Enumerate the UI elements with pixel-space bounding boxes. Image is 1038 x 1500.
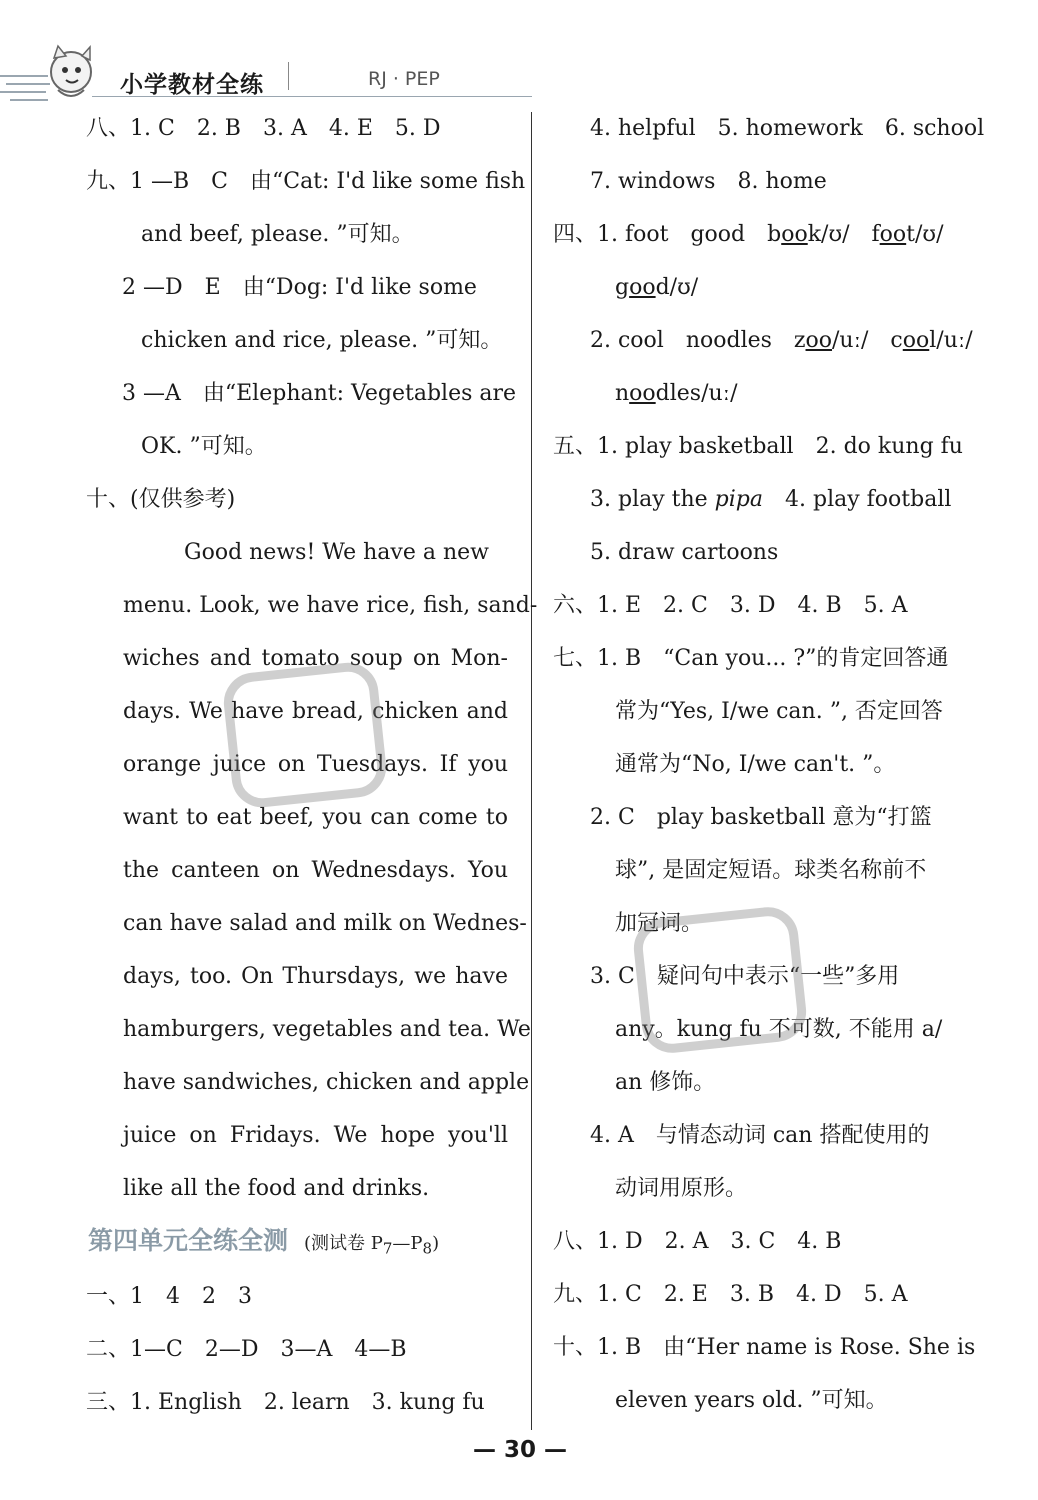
column-divider bbox=[531, 112, 532, 1430]
section-title: 第四单元全练全测 (测试卷 $P_7—P_8$) bbox=[88, 1226, 440, 1258]
essay-line: days. We have bread, chicken and bbox=[123, 699, 508, 724]
answer-line: 十、(仅供参考) bbox=[86, 487, 236, 512]
answer-line: 3. C 疑问句中表示“一些”多用 bbox=[590, 964, 900, 989]
answer-line: 一、1 4 2 3 bbox=[86, 1284, 252, 1309]
essay-line: want to eat beef, you can come to bbox=[123, 805, 508, 830]
answer-line: 九、1. C 2. E 3. B 4. D 5. A bbox=[553, 1282, 908, 1307]
essay-line: can have salad and milk on Wednes- bbox=[123, 911, 527, 936]
header-rule bbox=[92, 96, 532, 97]
answer-line: an 修饰。 bbox=[615, 1070, 716, 1095]
essay-line: wiches and tomato soup on Mon- bbox=[123, 646, 508, 671]
answer-line: 3. play the pipa 4. play football bbox=[590, 487, 952, 512]
answer-line: 常为“Yes, I/we can. ”, 否定回答 bbox=[615, 699, 943, 724]
answer-line: 4. helpful 5. homework 6. school bbox=[590, 116, 985, 141]
answer-line: 二、1—C 2—D 3—A 4—B bbox=[86, 1337, 407, 1362]
essay-line: juice on Fridays. We hope you'll bbox=[123, 1123, 508, 1148]
essay-line: days, too. On Thursdays, we have bbox=[123, 964, 508, 989]
answer-line: 2. C play basketball 意为“打篮 bbox=[590, 805, 932, 830]
essay-line: have sandwiches, chicken and apple bbox=[123, 1070, 530, 1095]
answer-line: good/ʊ/ bbox=[615, 275, 699, 300]
section-reference: (测试卷 $P_7—P_8$) bbox=[304, 1233, 440, 1258]
answer-line: 七、1. B “Can you... ?”的肯定回答通 bbox=[553, 646, 949, 671]
answer-line: and beef, please. ”可知。 bbox=[141, 222, 414, 247]
essay-line: Good news! We have a new bbox=[184, 540, 489, 565]
answer-line: 八、1. C 2. B 3. A 4. E 5. D bbox=[86, 116, 441, 141]
answer-line: 通常为“No, I/we can't. ”。 bbox=[615, 752, 896, 777]
essay-line: orange juice on Tuesdays. If you bbox=[123, 752, 508, 777]
answer-line: 加冠词。 bbox=[615, 911, 704, 936]
edition-label: RJ · PEP bbox=[368, 68, 440, 90]
watermark-stamp-icon bbox=[630, 905, 810, 1055]
answer-line: OK. ”可知。 bbox=[141, 434, 267, 459]
essay-line: the canteen on Wednesdays. You bbox=[123, 858, 508, 883]
answer-line: 7. windows 8. home bbox=[590, 169, 827, 194]
answer-line: noodles/uː/ bbox=[615, 381, 738, 406]
answer-line: 2. cool noodles zoo/uː/ cool/uː/ bbox=[590, 328, 973, 353]
answer-line: 动词用原形。 bbox=[615, 1176, 748, 1201]
answer-line: 球”, 是固定短语。球类名称前不 bbox=[615, 858, 927, 883]
watermark-stamp-icon bbox=[220, 660, 390, 810]
answer-line: chicken and rice, please. ”可知。 bbox=[141, 328, 503, 353]
essay-line: hamburgers, vegetables and tea. We bbox=[123, 1017, 531, 1042]
answer-line: 九、1 —B C 由“Cat: I'd like some fish bbox=[86, 169, 526, 194]
answer-line: 3 —A 由“Elephant: Vegetables are bbox=[122, 381, 517, 406]
essay-line: like all the food and drinks. bbox=[123, 1176, 430, 1201]
page-header bbox=[0, 40, 560, 110]
answer-line: any。kung fu 不可数, 不能用 a/ bbox=[615, 1017, 943, 1042]
answer-line: 六、1. E 2. C 3. D 4. B 5. A bbox=[553, 593, 908, 618]
answer-line: 2 —D E 由“Dog: I'd like some bbox=[122, 275, 477, 300]
answer-line: 5. draw cartoons bbox=[590, 540, 779, 565]
answer-line: 五、1. play basketball 2. do kung fu bbox=[553, 434, 963, 459]
answer-line: 十、1. B 由“Her name is Rose. She is bbox=[553, 1335, 976, 1360]
essay-line: menu. Look, we have rice, fish, sand- bbox=[123, 593, 538, 618]
answer-line: 八、1. D 2. A 3. C 4. B bbox=[553, 1229, 842, 1254]
answer-line: eleven years old. ”可知。 bbox=[615, 1388, 888, 1413]
page-number: — 30 — bbox=[472, 1437, 568, 1463]
answer-line: 三、1. English 2. learn 3. kung fu bbox=[86, 1390, 485, 1415]
header-separator bbox=[288, 62, 289, 90]
answer-line: 4. A 与情态动词 can 搭配使用的 bbox=[590, 1123, 930, 1148]
book-title: 小学教材全练 bbox=[120, 72, 264, 98]
answer-line: 四、1. foot good book/ʊ/ foot/ʊ/ bbox=[553, 222, 944, 247]
